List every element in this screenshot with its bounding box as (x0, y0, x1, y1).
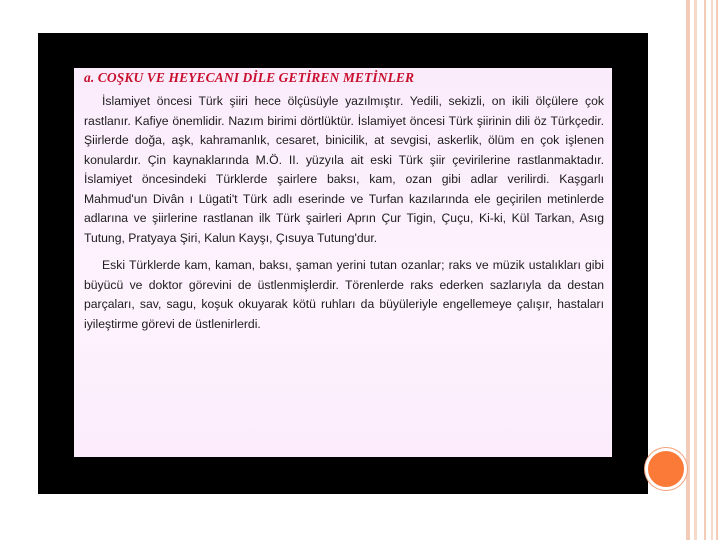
decorative-stripe (711, 0, 713, 540)
section-heading: a. COŞKU VE HEYECANI DİLE GETİREN METİNLER (84, 70, 415, 85)
decorative-stripe (704, 0, 706, 540)
decorative-stripe (686, 0, 690, 540)
slide-decoration-circle (645, 448, 687, 490)
decorative-stripe (716, 0, 718, 540)
paragraph-2: Eski Türklerde kam, kaman, baksı, şaman yerini tutan ozanlar; raks ve müzik ustalıkları gibi büyücü ve doktor görevini de üstlenmişlerdir. Törenlerde raks ederken sazlarıyla da destan parçaları, sav, sagu, koşuk okuyarak kötü ruhları da büyüleriyle engellemeye çalışır, hastaları iyileştirme görevi de üstlenirlerdi. (84, 258, 604, 331)
decorative-stripe (694, 0, 697, 540)
scanned-page (74, 68, 612, 457)
paragraph-1: İslamiyet öncesi Türk şiiri hece ölçüsüyle yazılmıştır. Yedili, sekizli, on ikili ölçülere çok rastlanır. Kafiye önemlidir. Nazım birimi dörtlüktür. İslamiyet öncesi Türk şiirinin dili öz Türkçedir. Şiirlerde doğa, aşk, kahramanlık, cesaret, binicilik, at sevgisi, askerlik, ölüm en çok işlenen konulardır. Çin kaynaklarında M.Ö. II. yüzyıla ait eski Türk şiir çevirilerine rastlanmaktadır. İslamiyet öncesindeki Türklerde şairlere baksı, kam, ozan gibi adlar verilirdi. Kaşgarlı Mahmud'un Divân ı Lügati't Türk adlı eserinde ve Turfan kazılarında ele geçirilen metinlerde adlarına ve şiirlerine rastlanan ilk Türk şairleri Aprın Çur Tigin, Çuçu, Ki-ki, Kül Tarkan, Asıg Tutung, Pratyaya Şiri, Kalun Kayşı, Çısuya Tutung'dur. (84, 94, 604, 245)
